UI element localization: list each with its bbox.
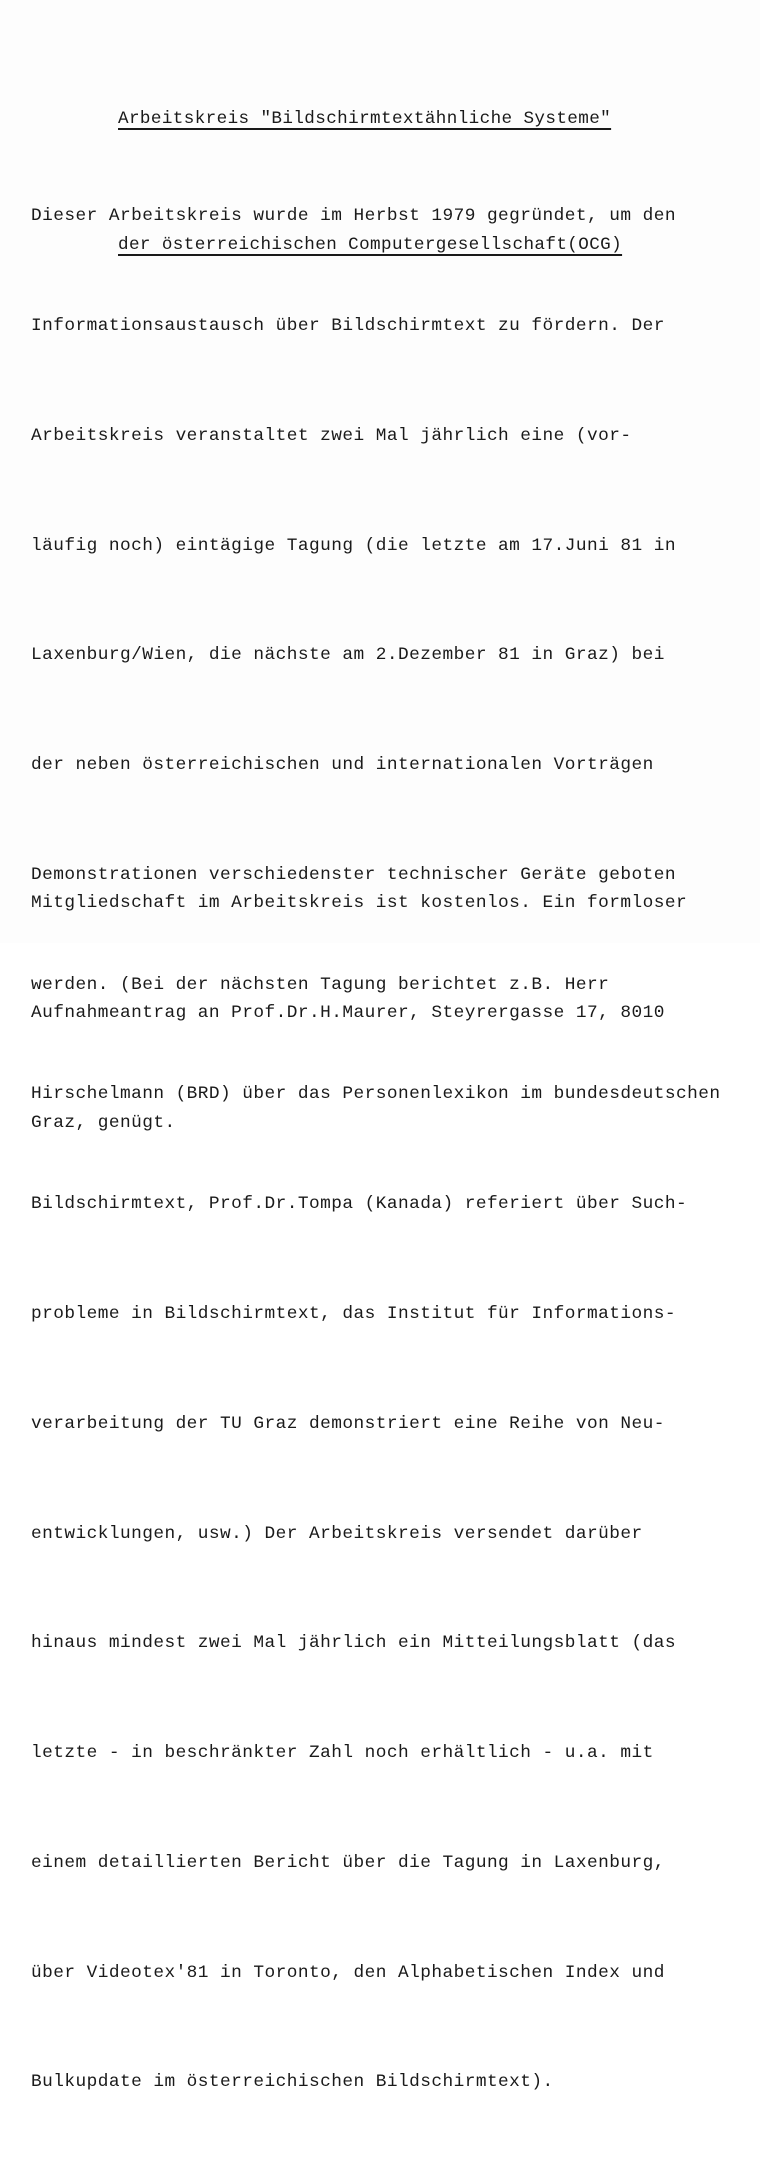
text-line: Bulkupdate im österreichischen Bildschirmtext). [31,2072,554,2093]
text-line: Informationsaustausch über Bildschirmtext zu fördern. Der [31,315,665,336]
text-line: werden. (Bei der nächsten Tagung berichtet z.B. Herr [31,974,610,995]
text-line: verarbeitung der TU Graz demonstriert eine Reihe von Neu- [31,1413,665,1434]
text-line: Hirschelmann (BRD) über das Personenlexikon im bundesdeutschen [31,1084,721,1105]
title-line-2: der österreichischen Computergesellschaft(OCG) [118,235,623,255]
text-line: Bildschirmtext, Prof.Dr.Tompa (Kanada) referiert über Such- [31,1194,688,1215]
text-line: Mitgliedschaft im Arbeitskreis ist kostenlos. Ein formloser [31,893,688,914]
text-line: entwicklungen, usw.) Der Arbeitskreis versendet darüber [31,1523,643,1544]
text-line: einem detaillierten Bericht über die Tagung in Laxenburg, [31,1852,665,1873]
text-line: der neben österreichischen und internationalen Vorträgen [31,755,654,776]
text-line: Dieser Arbeitskreis wurde im Herbst 1979 gegründet, um den [31,206,676,227]
text-line: Graz, genügt. [31,1112,176,1133]
text-line: hinaus mindest zwei Mal jährlich ein Mitteilungsblatt (das [31,1633,676,1654]
text-line: Arbeitskreis veranstaltet zwei Mal jährlich eine (vor- [31,425,632,446]
paragraph-membership [31,812,687,1215]
text-line: Demonstrationen verschiedenster technischer Geräte geboten [31,864,676,885]
text-line: letzte - in beschränkter Zahl noch erhältlich - u.a. mit [31,1743,654,1764]
text-line: über Videotex'81 in Toronto, den Alphabetischen Index und [31,1962,665,1983]
text-line: Aufnahmeantrag an Prof.Dr.H.Maurer, Steyrergasse 17, 8010 [31,1002,665,1023]
text-line: probleme in Bildschirmtext, das Institut für Informations- [31,1304,676,1324]
title-line-1: Arbeitskreis "Bildschirmtextähnliche Systeme" [118,109,612,129]
text-line: Laxenburg/Wien, die nächste am 2.Dezember 81 in Graz) bei [31,645,665,666]
text-line: läufig noch) eintägige Tagung (die letzte am 17.Juni 81 in [31,535,676,556]
